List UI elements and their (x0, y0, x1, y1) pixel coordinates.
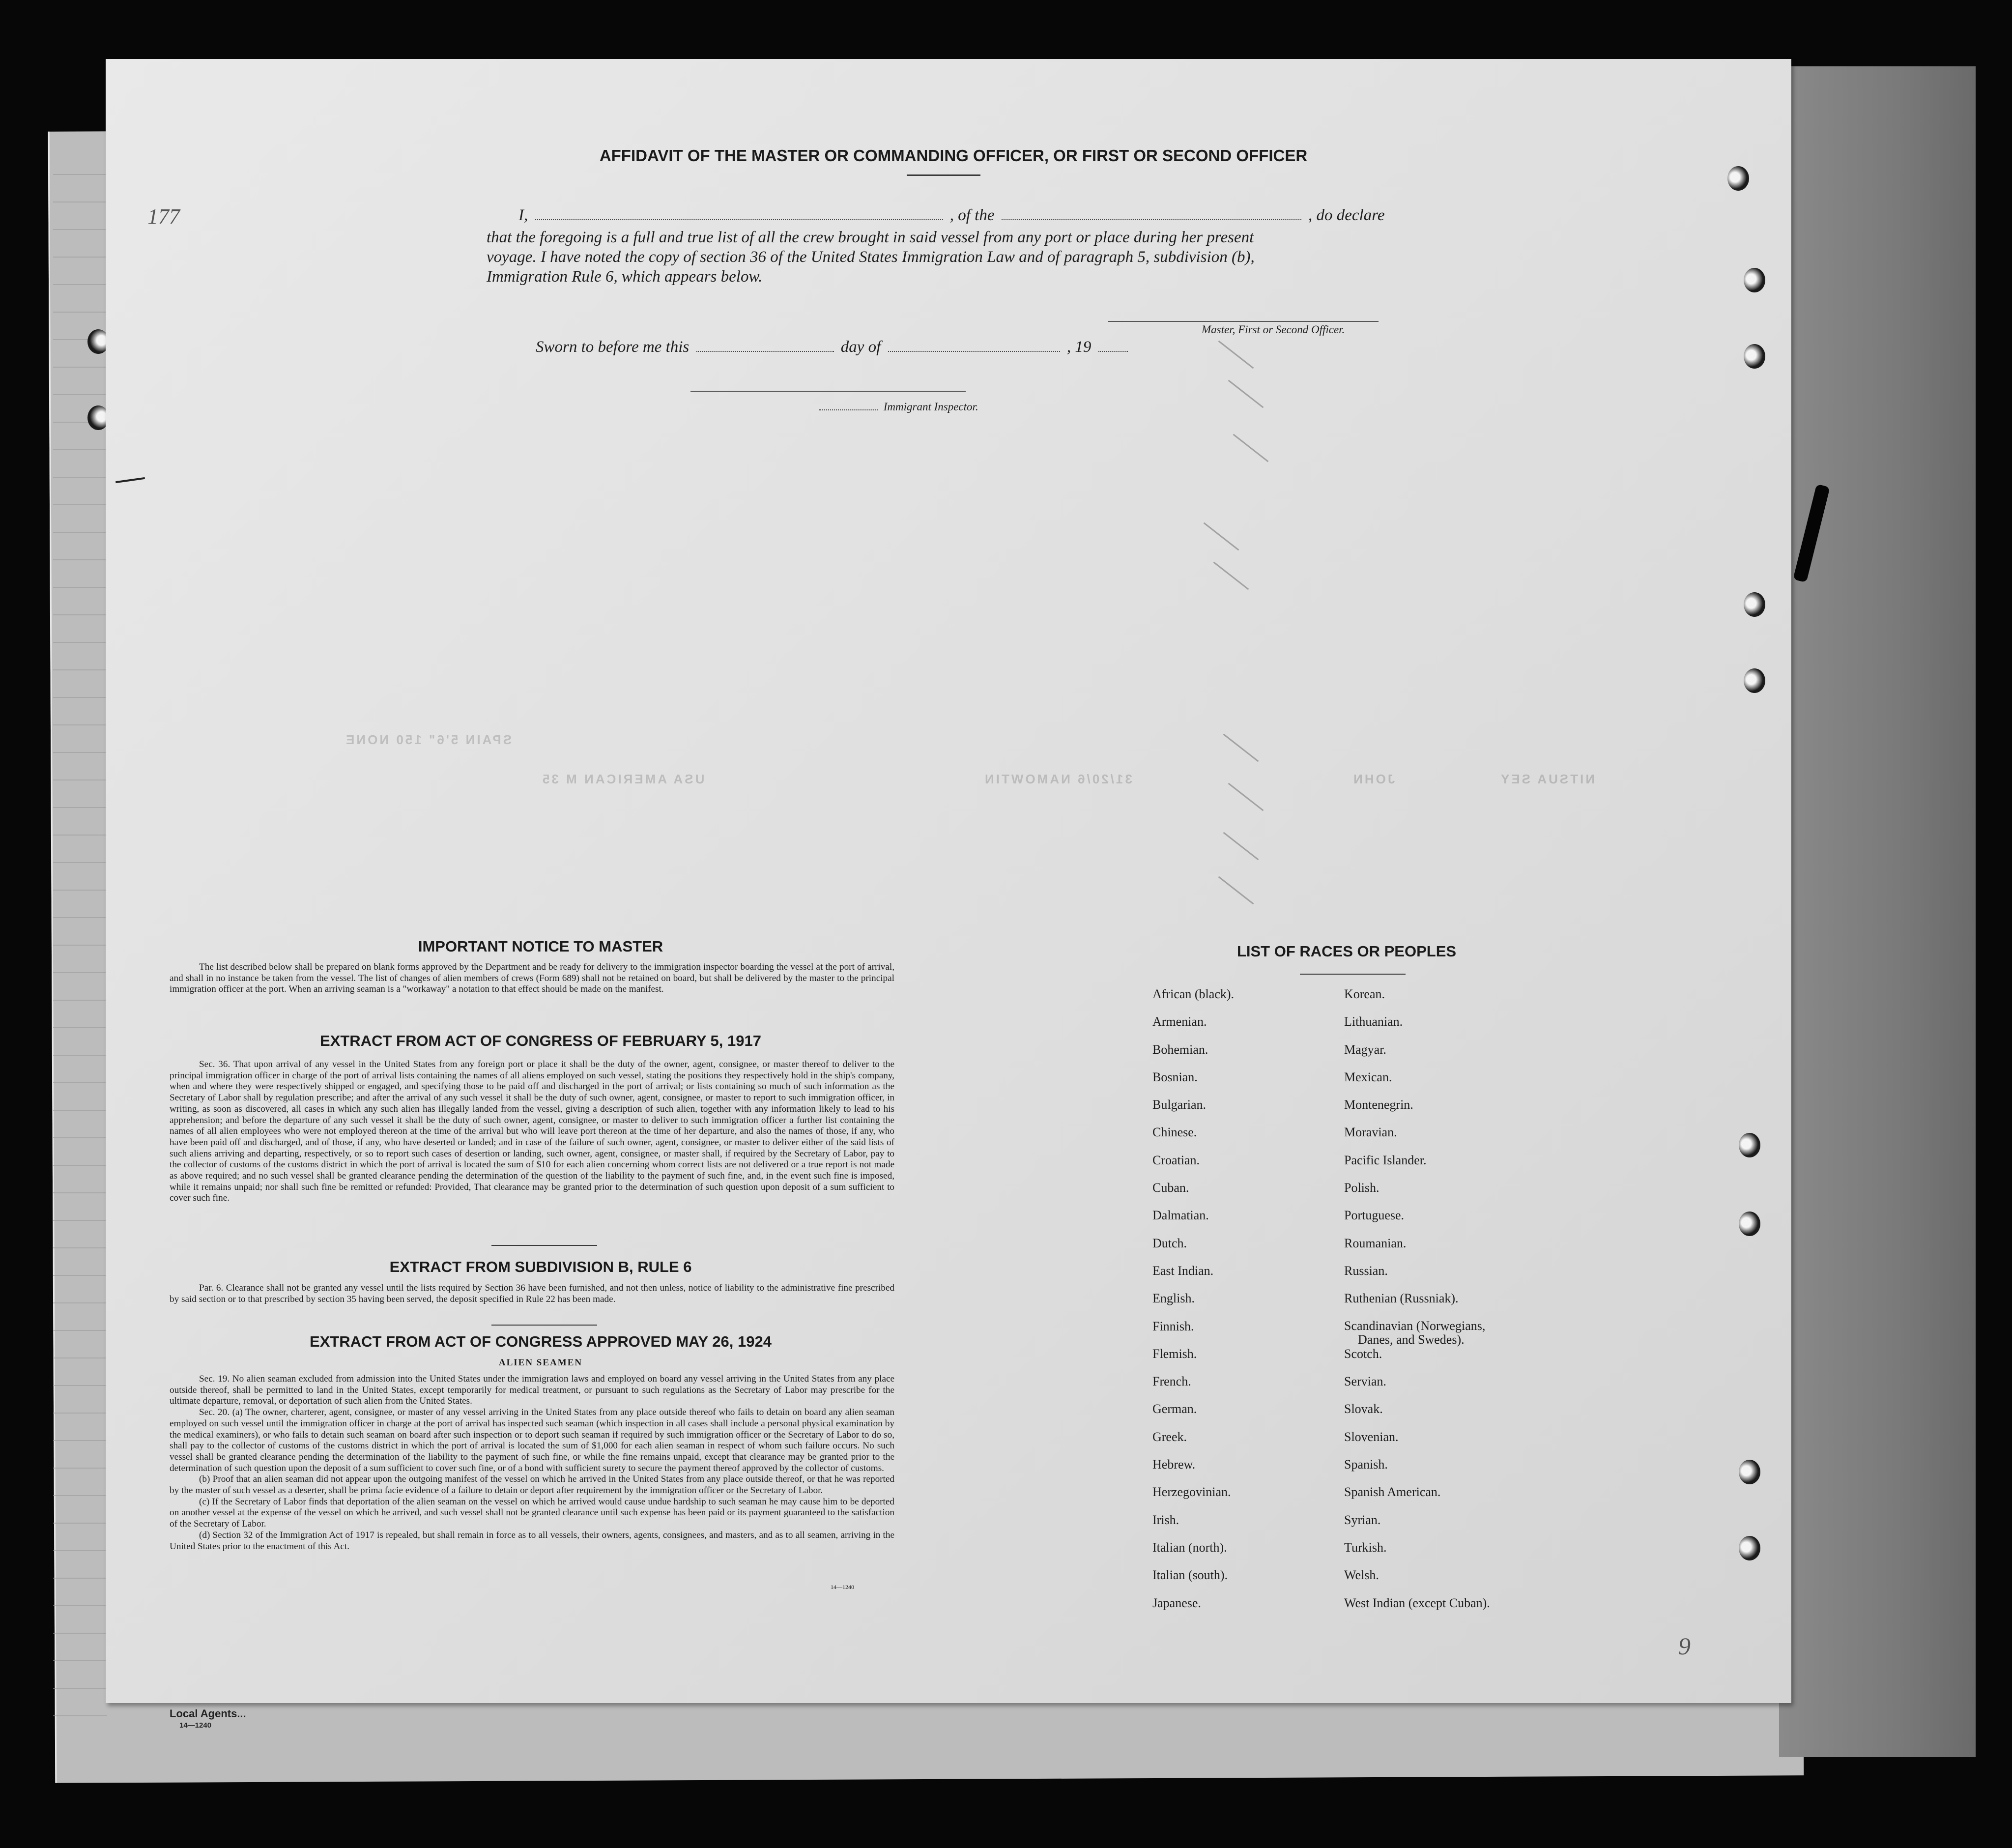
race-item: Korean. (1344, 987, 1385, 1001)
race-item: Roumanian. (1344, 1236, 1407, 1250)
notice-title: IMPORTANT NOTICE TO MASTER (418, 938, 663, 955)
race-item: Dutch. (1152, 1236, 1187, 1250)
race-item: Montenegrin. (1344, 1097, 1413, 1112)
race-item: Magyar. (1344, 1042, 1386, 1057)
race-item: East Indian. (1152, 1263, 1214, 1278)
race-item: West Indian (except Cuban). (1344, 1595, 1490, 1610)
race-item: Italian (north). (1152, 1540, 1227, 1555)
bleed-through-text: SPAIN 5'6" 150 NONE (344, 732, 512, 747)
sworn-label: Sworn to before me this (536, 338, 690, 356)
race-item: Moravian. (1344, 1125, 1397, 1140)
extract-1924-title: EXTRACT FROM ACT OF CONGRESS APPROVED MAY 26, 1924 (310, 1333, 772, 1350)
race-item: Greek. (1152, 1429, 1187, 1444)
extract-1924-sec19: Sec. 19. No alien seaman excluded from admission into the United States under the immigration laws and employed on board any vessel arriving in the United States from any place outside thereof, shall be permitted to land in the United States, except temporarily for medical treatment, or pursuant to such regulations as the Secretary of Labor may prescribe for the ultimate departure, removal, or deportation of such alien from the United States. (170, 1374, 894, 1407)
extract-1924-sec20d: (d) Section 32 of the Immigration Act of 1917 is repealed, but shall remain in force as to all vessels, their owners, agents, consignees, and masters, and as to all seamen, arriving in the United States prior to the enactment of this Act. (170, 1530, 894, 1552)
race-item-continuation: Danes, and Swedes). (1358, 1332, 1465, 1347)
extract-1924-sec20c: (c) If the Secretary of Labor finds that deportation of the alien seaman on the vessel on which he arrived would cause undue hardship to such seaman he may cause him to be deported on another vessel at the expense of the vessel on which he arrived, and such vessel shall not be granted clearance until such expense has been paid or its payment guaranteed to the satisfaction of the Secretary of Labor. (170, 1496, 894, 1530)
affidavit-line-1 (518, 206, 1384, 225)
race-item: Cuban. (1152, 1181, 1189, 1195)
footer-line-1: Local Agents... (170, 1707, 246, 1720)
inspector-label: Immigrant Inspector. (883, 401, 978, 413)
affidavit-line-3: voyage. I have noted the copy of section 36 of the United States Immigration Law and of paragraph 5, subdivision (b), (487, 248, 1255, 266)
bleed-through-text: USA AMERICAN M 35 (541, 772, 705, 786)
race-item: Polish. (1344, 1181, 1380, 1195)
handwritten-mark: 9 (1678, 1632, 1691, 1660)
margin-number: 177 (147, 204, 180, 229)
extract-1924-subtitle: ALIEN SEAMEN (498, 1357, 583, 1368)
inspector-line (816, 401, 978, 413)
extract-1924-sec20b: (b) Proof that an alien seaman did not appear upon the outgoing manifest of the vessel on which he arrived in the United States from any place outside thereof, or that he was reported by the master of such vessel as a deserter, shall be prima facie evidence of a failure to detain or deport after requirement by the immigration officer or the Secretary of Labor. (170, 1474, 894, 1496)
bleed-through-text: 31/20/6 NAMOWTIN (983, 772, 1132, 786)
day-blank[interactable] (696, 351, 834, 352)
race-item: Ruthenian (Russniak). (1344, 1291, 1459, 1306)
notice-text: The list described below shall be prepared on blank forms approved by the Department and be ready for delivery to the immigration inspector boarding the vessel at the port of arrival, and shall in no instance be taken from the vessel. The list of changes of alien members of crews (Form 689) shall not be retained on board, but shall be delivered by the master to the principal immigration officer at the port. When an arriving seaman is a "workaway" a notation to that effect should be made on the manifest. (170, 962, 894, 995)
month-blank[interactable] (888, 351, 1060, 352)
race-item: Russian. (1344, 1263, 1388, 1278)
rule6-title: EXTRACT FROM SUBDIVISION B, RULE 6 (389, 1258, 692, 1275)
master-signature-line[interactable] (1108, 321, 1379, 322)
punch-hole (1739, 1133, 1760, 1157)
race-item: English. (1152, 1291, 1195, 1306)
race-item: Slovak. (1344, 1402, 1383, 1416)
punch-hole (1739, 1536, 1760, 1560)
race-item: French. (1152, 1374, 1191, 1389)
year-blank[interactable] (1098, 351, 1128, 352)
punch-hole (1727, 166, 1749, 191)
form-number: 14—1240 (831, 1584, 854, 1590)
race-item: Turkish. (1344, 1540, 1387, 1555)
race-item (1344, 1319, 1490, 1347)
underlying-sheet-footer (170, 1708, 376, 1732)
race-item: Dalmatian. (1152, 1208, 1209, 1223)
races-title: LIST OF RACES OR PEOPLES (1236, 943, 1457, 960)
race-item: Bohemian. (1152, 1042, 1208, 1057)
rule6-text: Par. 6. Clearance shall not be granted any vessel until the lists required by Section 36 have been furnished, and not then unless, notice of liability to the administrative fine prescribed by said section or to that prescribed by section 35 having been served, the deposit specified in Rule 22 has been made. (170, 1283, 894, 1304)
race-item: Portuguese. (1344, 1208, 1405, 1223)
race-item: Welsh. (1344, 1568, 1379, 1583)
race-item-line: Scandinavian (Norwegians, (1344, 1318, 1486, 1333)
affidavit-line-4: Immigration Rule 6, which appears below. (487, 268, 763, 286)
race-item: Servian. (1344, 1374, 1386, 1389)
race-item: Italian (south). (1152, 1568, 1228, 1583)
punch-hole (1744, 344, 1765, 369)
race-item: Hebrew. (1152, 1457, 1196, 1472)
extract-1924-sec20a: Sec. 20. (a) The owner, charterer, agent, consignee, or master of any vessel arriving in the United States from any place outside thereof who fails to detain on board any alien seaman employed on such vessel until the immigration officer in charge at the port of arrival has inspected such seaman (which inspection in all cases shall include a personal physical examination by the medical examiners), or who fails to detain such seaman on board after such inspection or to deport such seaman if required by such immigration officer or the Secretary of Labor to do so, shall pay to the collector of customs of the customs district in which the port of arrival is located the sum of $1,000 for each alien seaman in respect of whom such failure occurs. No such vessel shall be granted clearance pending the determination of the liability to the payment of such fine, or while the fine remains unpaid, except that clearance may be granted prior to the determination of such question upon the deposit of a sum sufficient to cover such fine, or of a bond with sufficient surety to secure the payment thereof approved by the collector of customs. (170, 1407, 894, 1473)
vessel-blank[interactable] (1002, 219, 1301, 220)
race-item: Scotch. (1344, 1346, 1382, 1361)
race-item: Spanish. (1344, 1457, 1388, 1472)
divider (491, 1245, 597, 1246)
race-item: Syrian. (1344, 1512, 1381, 1527)
punch-hole (1744, 668, 1765, 693)
punch-hole (1744, 268, 1765, 292)
race-item: Mexican. (1344, 1069, 1392, 1084)
day-of-label: day of (840, 338, 881, 356)
divider (491, 1325, 597, 1326)
race-item: Irish. (1152, 1512, 1179, 1527)
affidavit-title: AFFIDAVIT OF THE MASTER OR COMMANDING OFFICER, OR FIRST OR SECOND OFFICER (599, 146, 1308, 165)
races-column-1 (1152, 987, 1234, 1623)
sworn-line (536, 338, 1131, 356)
race-item: Chinese. (1152, 1125, 1197, 1140)
race-item: German. (1152, 1402, 1197, 1416)
inspector-signature-line[interactable] (690, 391, 966, 392)
extract-1917-title: EXTRACT FROM ACT OF CONGRESS OF FEBRUARY 5, 1917 (320, 1032, 761, 1049)
extract-1924-body (170, 1374, 894, 1552)
race-item: Pacific Islander. (1344, 1153, 1427, 1167)
punch-hole (1744, 592, 1765, 617)
bleed-through-text: JOHN (1351, 772, 1395, 786)
race-item: African (black). (1152, 987, 1235, 1001)
race-item: Japanese. (1152, 1595, 1201, 1610)
affidavit-line-2: that the foregoing is a full and true list of all the crew brought in said vessel from any port or place during her present (487, 229, 1254, 246)
underlying-sheet-ruling (53, 147, 107, 1720)
divider (1300, 974, 1406, 975)
affidavit-declare: , do declare (1308, 206, 1385, 224)
affidavit-of-the: , of the (949, 206, 995, 224)
footer-line-2: 14—1240 (179, 1721, 212, 1730)
punch-hole (1739, 1460, 1760, 1484)
punch-hole (1739, 1212, 1760, 1236)
extract-1917-text: Sec. 36. That upon arrival of any vessel in the United States from any foreign port or place it shall be the duty of the owner, agent, consignee, or master thereof to deliver to the principal immigration officer in charge of the port of arrival lists containing the names of all aliens employed on such vessel, stating the positions they respectively hold in the ship's company, when and where they were respectively shipped or engaged, and specifying those to be paid off and discharged in the port of arrival; or lists containing so much of such information as the Secretary of Labor shall by regulation prescribe; and after the arrival of any such vessel it shall be the duty of such owner, agent, consignee, or master to report to such immigration officer, in writing, as soon as discovered, all cases in which any such alien has illegally landed from the vessel, giving a description of such alien, together with any information likely to lead to his apprehension; and before the departure of any such vessel it shall be the duty of such owner, agent, consignee, or master to deliver to such immigration officer a further list containing the names of all alien employees who were not employed thereon at the time of the arrival but who will leave port thereon at the time of her departure, and also the names of those, if any, who have been paid off and discharged, and of those, if any, who have deserted or landed; and in case of the failure of such owner, agent, consignee, or master to deliver either of the said lists of such aliens arriving and departing, respectively, or so to report such cases of desertion or landing, such owner, agent, consignee, or master shall, if required by the Secretary of Labor, pay to the collector of customs of the customs district in which the port of arrival is located the sum of $10 for each alien concerning whom correct lists are not delivered or a true report is not made as above required; and no such vessel shall be granted clearance pending the determination of the question of the liability to the payment of such fine, and, in the event such fine is imposed, while it remains unpaid; nor shall such fine be remitted or refunded: Provided, That clearance may be granted prior to the determination of such question upon deposit of a sum sufficient to cover such fine. (170, 1059, 894, 1204)
affidavit-i: I, (518, 206, 528, 224)
master-signature-label: Master, First or Second Officer. (1202, 323, 1345, 336)
race-item: Armenian. (1152, 1014, 1207, 1029)
year-label: , 19 (1066, 338, 1092, 356)
race-item: Bulgarian. (1152, 1097, 1207, 1112)
race-item: Flemish. (1152, 1346, 1197, 1361)
races-column-2 (1344, 987, 1490, 1623)
bleed-through-text: NITSUA SEY (1499, 772, 1595, 786)
race-item: Herzegovinian. (1152, 1485, 1231, 1500)
race-item: Croatian. (1152, 1153, 1200, 1167)
divider (907, 174, 980, 176)
race-item: Lithuanian. (1344, 1014, 1403, 1029)
race-item: Finnish. (1152, 1319, 1194, 1333)
race-item: Slovenian. (1344, 1429, 1399, 1444)
race-item: Spanish American. (1344, 1485, 1441, 1500)
race-item: Bosnian. (1152, 1069, 1198, 1084)
binder-backing (1779, 66, 1976, 1757)
inspector-blank[interactable] (819, 409, 878, 410)
name-blank[interactable] (535, 219, 943, 220)
